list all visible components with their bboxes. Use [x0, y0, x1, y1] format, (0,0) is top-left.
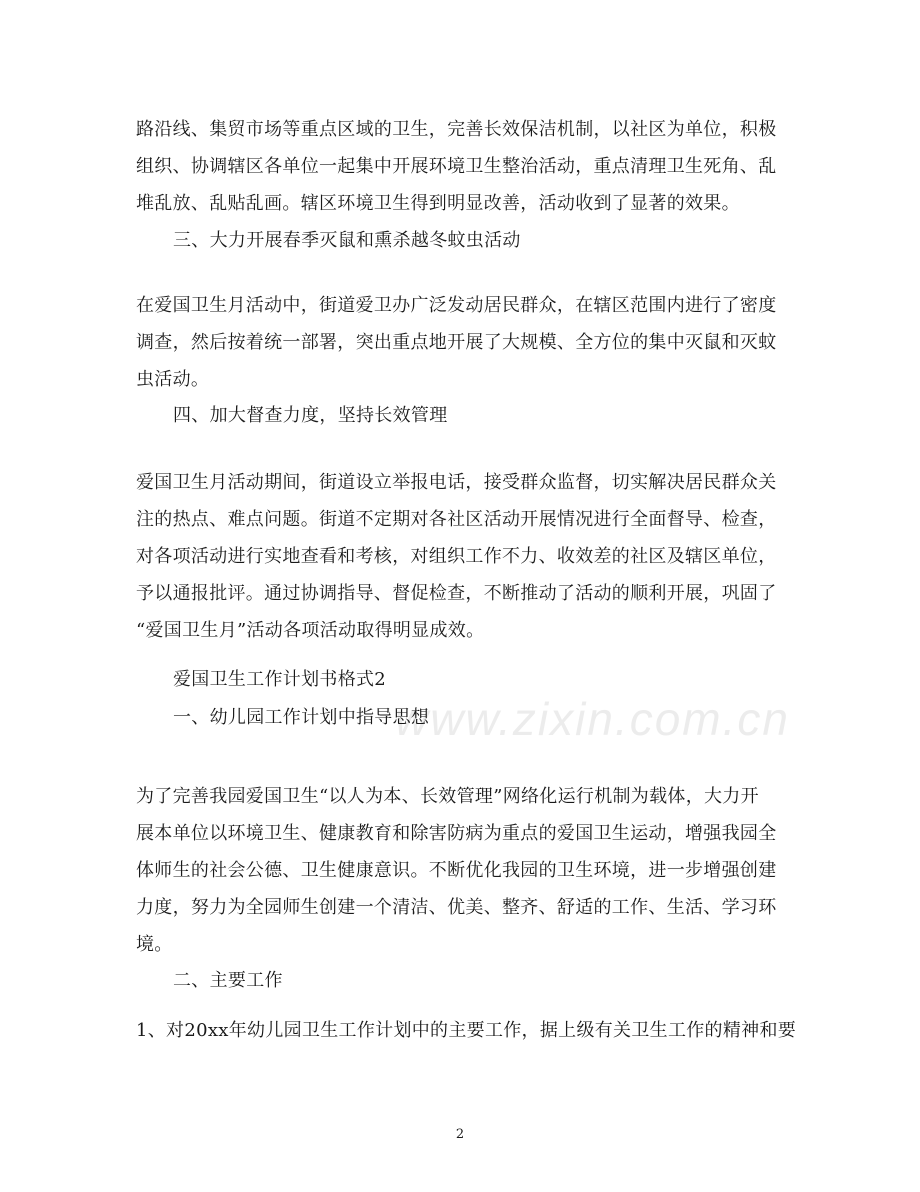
section-heading: 四、加大督查力度，坚持长效管理 — [173, 405, 448, 426]
document-section-title: 爱国卫生工作计划书格式2 — [173, 669, 387, 690]
paragraph-line: 爱国卫生月活动期间，街道设立举报电话，接受群众监督，切实解决居民群众关 — [136, 472, 777, 493]
page-number: 2 — [455, 1127, 465, 1142]
paragraph-line: 虫活动。 — [136, 369, 210, 390]
paragraph-line: 力度，努力为全园师生创建一个清洁、优美、整齐、舒适的工作、生活、学习环 — [136, 897, 777, 918]
paragraph-line: 体师生的社会公德、卫生健康意识。不断优化我园的卫生环境，进一步增强创建 — [136, 860, 777, 881]
paragraph-line: 1、对20xx年幼儿园卫生工作计划中的主要工作，据上级有关卫生工作的精神和要 — [136, 1020, 797, 1041]
paragraph-line: 展本单位以环境卫生、健康教育和除害防病为重点的爱国卫生运动，增强我园全 — [136, 823, 777, 844]
paragraph-line: 在爱国卫生月活动中，街道爱卫办广泛发动居民群众，在辖区范围内进行了密度 — [136, 295, 777, 316]
paragraph-line: 堆乱放、乱贴乱画。辖区环境卫生得到明显改善，活动收到了显著的效果。 — [136, 193, 740, 214]
paragraph-line: 注的热点、难点问题。街道不定期对各社区活动开展情况进行全面督导、检查， — [136, 509, 777, 530]
section-heading: 二、主要工作 — [173, 970, 283, 991]
section-heading: 一、幼儿园工作计划中指导思想 — [173, 707, 430, 728]
watermark: www.zixin.com.cn — [395, 693, 790, 745]
paragraph-line: 对各项活动进行实地查看和考核，对组织工作不力、收效差的社区及辖区单位， — [136, 546, 777, 567]
paragraph-line: 组织、协调辖区各单位一起集中开展环境卫生整治活动，重点清理卫生死角、乱 — [136, 156, 777, 177]
paragraph-line: 调查，然后按着统一部署，突出重点地开展了大规模、全方位的集中灭鼠和灭蚊 — [136, 332, 777, 353]
paragraph-line: 境。 — [136, 934, 173, 955]
paragraph-line: “爱国卫生月”活动各项活动取得明显成效。 — [136, 620, 485, 641]
paragraph-line: 为了完善我园爱国卫生“以人为本、长效管理”网络化运行机制为载体，大力开 — [136, 786, 759, 807]
section-heading: 三、大力开展春季灭鼠和熏杀越冬蚊虫活动 — [173, 230, 521, 251]
paragraph-line: 予以通报批评。通过协调指导、督促检查，不断推动了活动的顺利开展，巩固了 — [136, 583, 777, 604]
paragraph-line: 路沿线、集贸市场等重点区域的卫生，完善长效保洁机制，以社区为单位，积极 — [136, 119, 777, 140]
